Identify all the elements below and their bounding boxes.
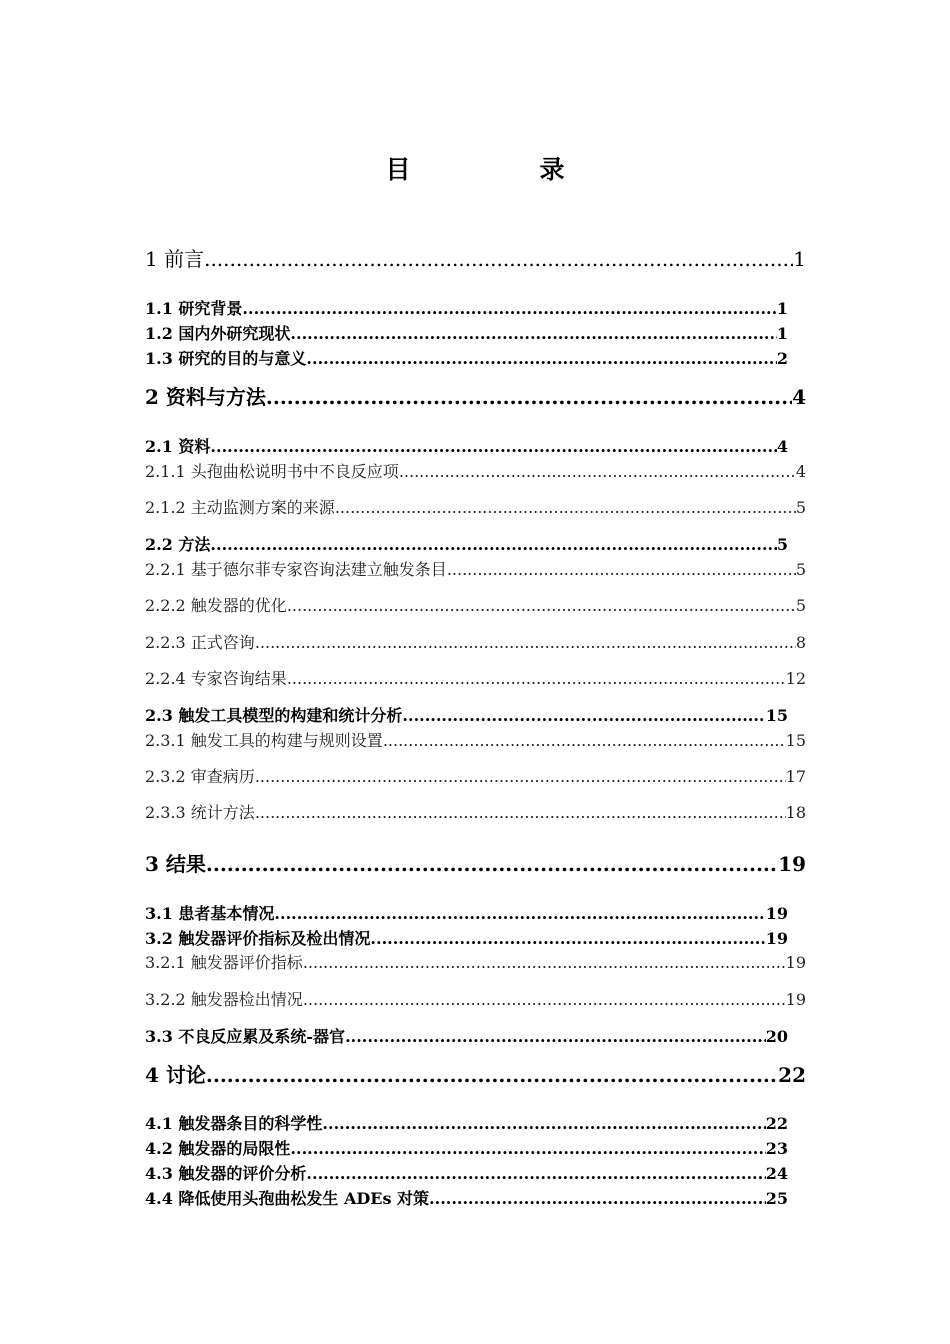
- toc-entry-section[interactable]: [145, 346, 788, 369]
- toc-entry-chapter[interactable]: [145, 381, 806, 410]
- toc-entry-label: 3.2.1 触发器评价指标: [145, 953, 303, 972]
- leader-dots: [242, 299, 776, 318]
- toc-entry-subsection[interactable]: [145, 666, 806, 689]
- toc-entry-section[interactable]: [145, 1186, 788, 1209]
- toc-entry-page: 1: [776, 299, 788, 318]
- leader-dots: [206, 852, 778, 876]
- toc-entry-page: 1: [793, 247, 806, 271]
- toc-entry-subsection[interactable]: [145, 800, 806, 823]
- leader-dots: [210, 535, 776, 554]
- leader-dots: [204, 247, 793, 271]
- toc-entry-label: 4.2 触发器的局限性: [145, 1139, 291, 1158]
- toc-entry-subsection[interactable]: [145, 459, 806, 482]
- toc-entry-chapter[interactable]: [145, 848, 806, 877]
- toc-entry-label: 1.2 国内外研究现状: [145, 324, 291, 343]
- leader-dots: [287, 669, 786, 688]
- toc-entry-page: 19: [778, 852, 806, 876]
- toc-entry-page: 23: [765, 1139, 788, 1158]
- leader-dots: [290, 1139, 765, 1158]
- leader-dots: [287, 596, 796, 615]
- toc-entry-subsection[interactable]: [145, 495, 806, 518]
- toc-entry-section[interactable]: [145, 532, 788, 555]
- toc-entry-page: 24: [765, 1164, 788, 1183]
- toc-entry-subsection[interactable]: [145, 630, 806, 653]
- toc-entry-label: 3.1 患者基本情况: [145, 904, 275, 923]
- toc-entry-subsection[interactable]: [145, 950, 806, 973]
- toc-entry-chapter[interactable]: [145, 243, 806, 272]
- toc-entry-page: 19: [785, 990, 806, 1009]
- toc-entry-page: 5: [795, 596, 806, 615]
- toc-entry-label: 4 讨论: [145, 1063, 206, 1087]
- toc-entry-label: 2.3.3 统计方法: [145, 803, 255, 822]
- toc-entry-section[interactable]: [145, 926, 788, 949]
- leader-dots: [370, 929, 765, 948]
- toc-entry-page: 19: [765, 904, 788, 923]
- toc-entry-page: 15: [765, 706, 788, 725]
- toc-entry-label: 2.3.1 触发工具的构建与规则设置: [145, 731, 383, 750]
- toc-entry-label: 2.3 触发工具模型的构建和统计分析: [145, 706, 403, 725]
- toc-entry-page: 5: [795, 498, 806, 517]
- toc-entry-label: 1.3 研究的目的与意义: [145, 349, 307, 368]
- toc-entry-subsection[interactable]: [145, 557, 806, 580]
- toc-entry-subsection[interactable]: [145, 987, 806, 1010]
- toc-entry-label: 1 前言: [145, 247, 205, 271]
- leader-dots: [345, 1027, 766, 1046]
- leader-dots: [290, 324, 776, 343]
- toc-entry-label: 3.2.2 触发器检出情况: [145, 990, 303, 1009]
- toc-entry-page: 8: [795, 633, 806, 652]
- toc-entry-page: 4: [776, 437, 788, 456]
- toc-entry-label: 2.1.2 主动监测方案的来源: [145, 498, 335, 517]
- leader-dots: [266, 385, 792, 409]
- leader-dots: [383, 731, 786, 750]
- toc-entry-section[interactable]: [145, 901, 788, 924]
- toc-title: 目 录: [385, 155, 617, 184]
- toc-entry-subsection[interactable]: [145, 728, 806, 751]
- toc-entry-section[interactable]: [145, 434, 788, 457]
- leader-dots: [306, 1164, 765, 1183]
- toc-entry-subsection[interactable]: [145, 593, 806, 616]
- toc-entry-page: 22: [778, 1063, 806, 1087]
- toc-entry-page: 18: [785, 803, 806, 822]
- toc-entry-label: 4.1 触发器条目的科学性: [145, 1114, 323, 1133]
- toc-entry-page: 4: [795, 462, 806, 481]
- leader-dots: [255, 767, 786, 786]
- toc-entry-page: 25: [765, 1189, 788, 1208]
- toc-entry-label: 4.3 触发器的评价分析: [145, 1164, 307, 1183]
- leader-dots: [210, 437, 776, 456]
- toc-entry-subsection[interactable]: [145, 764, 806, 787]
- toc-entry-label: 2.2.1 基于德尔菲专家咨询法建立触发条目: [145, 560, 447, 579]
- toc-entry-page: 12: [785, 669, 806, 688]
- toc-entry-section[interactable]: [145, 1111, 788, 1134]
- toc-entry-section[interactable]: [145, 703, 788, 726]
- toc-entry-label: 2.2.2 触发器的优化: [145, 596, 287, 615]
- leader-dots: [402, 706, 765, 725]
- toc-entry-page: 19: [765, 929, 788, 948]
- toc-entry-label: 2.1.1 头孢曲松说明书中不良反应项: [145, 462, 399, 481]
- toc-entry-page: 5: [776, 535, 788, 554]
- toc-entry-page: 5: [795, 560, 806, 579]
- leader-dots: [322, 1114, 765, 1133]
- toc-entry-section[interactable]: [145, 321, 788, 344]
- leader-dots: [206, 1063, 778, 1087]
- toc-entry-page: 17: [785, 767, 806, 786]
- toc-entry-label: 2 资料与方法: [145, 385, 266, 409]
- leader-dots: [447, 560, 796, 579]
- toc-entry-page: 15: [785, 731, 806, 750]
- leader-dots: [429, 1189, 766, 1208]
- leader-dots: [303, 953, 786, 972]
- leader-dots: [274, 904, 765, 923]
- leader-dots: [255, 803, 786, 822]
- toc-entry-page: 22: [765, 1114, 788, 1133]
- leader-dots: [303, 990, 786, 1009]
- toc-entry-label: 2.2.3 正式咨询: [145, 633, 255, 652]
- toc-entry-label: 3.3 不良反应累及系统-器官: [145, 1027, 346, 1046]
- toc-entry-label: 2.2.4 专家咨询结果: [145, 669, 287, 688]
- toc-entry-label: 1.1 研究背景: [145, 299, 243, 318]
- toc-entry-page: 20: [765, 1027, 788, 1046]
- toc-entry-chapter[interactable]: [145, 1059, 806, 1088]
- toc-entry-label: 2.1 资料: [145, 437, 211, 456]
- toc-entry-section[interactable]: [145, 296, 788, 319]
- toc-entry-page: 4: [792, 385, 806, 409]
- leader-dots: [306, 349, 776, 368]
- toc-entry-label: 3.2 触发器评价指标及检出情况: [145, 929, 371, 948]
- toc-entry-page: 19: [785, 953, 806, 972]
- toc-entry-page: 1: [776, 324, 788, 343]
- toc-entry-label: 4.4 降低使用头孢曲松发生 ADEs 对策: [145, 1189, 430, 1208]
- toc-entry-page: 2: [776, 349, 788, 368]
- toc-entry-label: 3 结果: [145, 852, 206, 876]
- toc-entry-label: 2.2 方法: [145, 535, 211, 554]
- toc-entry-section[interactable]: [145, 1136, 788, 1159]
- leader-dots: [255, 633, 796, 652]
- toc-entry-section[interactable]: [145, 1024, 788, 1047]
- leader-dots: [335, 498, 796, 517]
- toc-entry-label: 2.3.2 审查病历: [145, 767, 255, 786]
- leader-dots: [399, 462, 796, 481]
- toc-entry-section[interactable]: [145, 1161, 788, 1184]
